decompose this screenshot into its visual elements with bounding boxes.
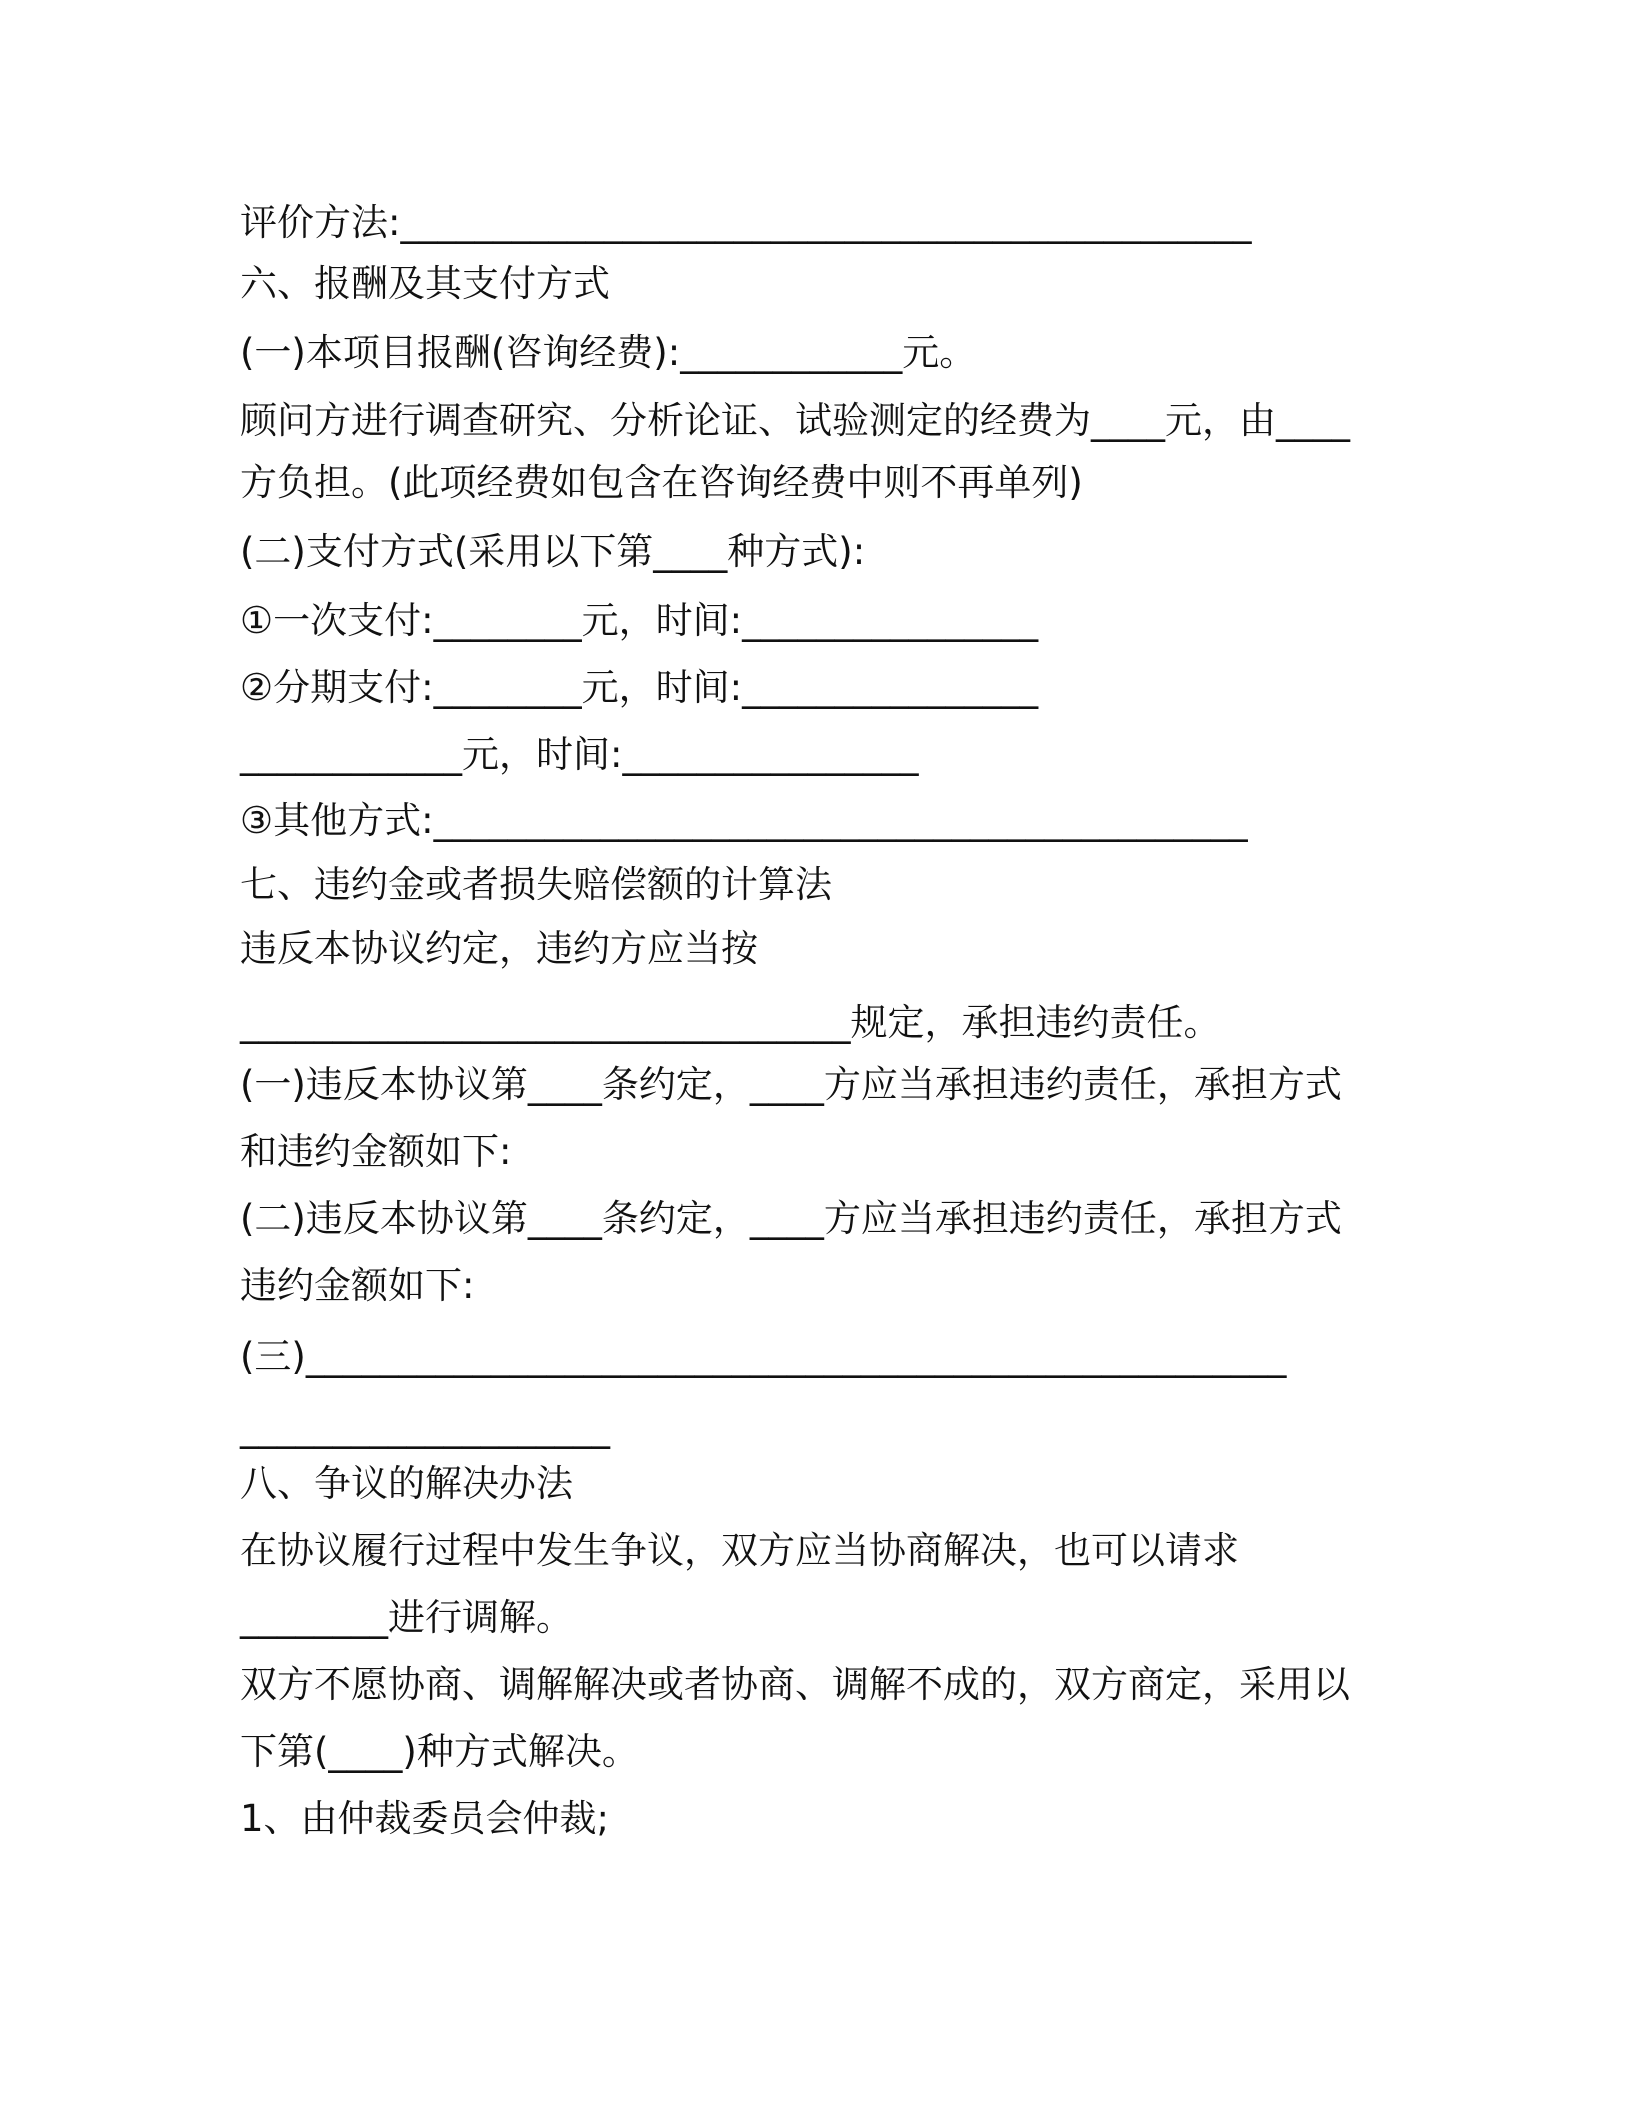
research-cost-note-line: 方负担。(此项经费如包含在咨询经费中则不再单列) xyxy=(240,461,1083,504)
installment-payment-line: ②分期支付:________元，时间:________________ xyxy=(240,666,1039,709)
breach-clause-1-line: (一)违反本协议第____条约定，____方应当承担违约责任，承担方式 xyxy=(240,1063,1342,1106)
section-heading-remuneration: 六、报酬及其支付方式 xyxy=(240,262,610,305)
breach-intro-line: 违反本协议约定，违约方应当按 xyxy=(240,927,758,970)
section-heading-dispute: 八、争议的解决办法 xyxy=(240,1462,573,1505)
installment-payment-line-2: ____________元，时间:________________ xyxy=(240,733,919,776)
breach-clause-1-cont-line: 和违约金额如下: xyxy=(240,1130,512,1173)
evaluation-method-line: 评价方法:______________________________________________ xyxy=(240,201,1252,244)
arbitration-option-line: 1、由仲裁委员会仲裁; xyxy=(240,1797,610,1840)
breach-clause-2-cont-line: 违约金额如下: xyxy=(240,1264,475,1307)
breach-clause-2-line: (二)违反本协议第____条约定，____方应当承担违约责任，承担方式 xyxy=(240,1197,1342,1240)
dispute-intro-line: 在协议履行过程中发生争议，双方应当协商解决，也可以请求 xyxy=(240,1529,1239,1572)
research-cost-line: 顾问方进行调查研究、分析论证、试验测定的经费为____元，由____ xyxy=(240,399,1350,442)
mediation-line: ________进行调解。 xyxy=(240,1596,573,1639)
project-fee-line: (一)本项目报酬(咨询经费):____________元。 xyxy=(240,331,977,374)
lump-sum-payment-line: ①一次支付:________元，时间:________________ xyxy=(240,599,1039,642)
other-payment-line: ③其他方式:____________________________________________ xyxy=(240,799,1248,842)
payment-method-line: (二)支付方式(采用以下第____种方式): xyxy=(240,530,866,573)
breach-clause-3-line: (三)_____________________________________________________ xyxy=(240,1335,1287,1378)
dispute-option-line: 双方不愿协商、调解解决或者协商、调解不成的，双方商定，采用以 xyxy=(240,1663,1350,1706)
breach-clause-3-cont-line: ____________________ xyxy=(240,1406,610,1449)
section-heading-penalty: 七、违约金或者损失赔偿额的计算法 xyxy=(240,863,832,906)
dispute-option-cont-line: 下第(____)种方式解决。 xyxy=(240,1730,639,1773)
breach-rule-line: _________________________________规定，承担违约责任。 xyxy=(240,1001,1221,1044)
